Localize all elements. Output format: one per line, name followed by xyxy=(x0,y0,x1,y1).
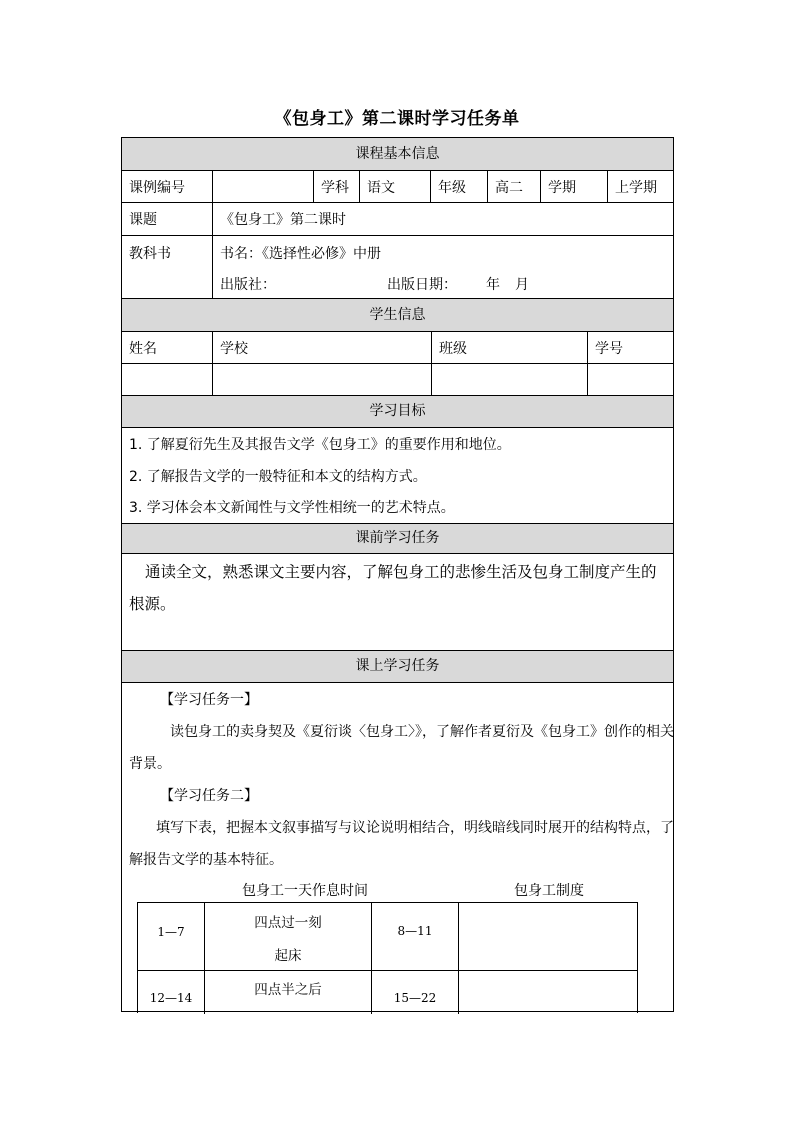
textbook-row xyxy=(122,236,673,299)
task2-text: 解报告文学的基本特征。 xyxy=(129,852,283,868)
topic-row xyxy=(122,203,673,236)
pre-class-header: 课前学习任务 xyxy=(122,524,673,554)
term-value: 上学期 xyxy=(615,179,657,196)
student-labels-row xyxy=(122,332,673,364)
publisher-label: 出版社： xyxy=(220,277,276,293)
objective-item: 2. 了解报告文学的一般特征和本文的结构方式。 xyxy=(129,469,427,485)
task2-title: 【学习任务二】 xyxy=(160,788,258,804)
table-row xyxy=(138,970,637,1014)
student-id-label: 学号 xyxy=(595,340,623,357)
time-text: 起床 xyxy=(274,948,302,964)
time-cell xyxy=(205,970,372,1014)
case-no-field[interactable] xyxy=(213,171,314,202)
objectives-header: 学习目标 xyxy=(122,396,673,428)
course-info-row xyxy=(122,171,673,203)
school-field[interactable] xyxy=(213,364,432,395)
school-label: 学校 xyxy=(213,332,432,363)
name-label: 姓名 xyxy=(122,332,213,363)
system-answer-cell[interactable] xyxy=(459,970,637,1014)
time-text: 四点半之后 xyxy=(254,982,322,998)
student-values-row xyxy=(122,364,673,396)
task1-text: 读包身工的卖身契及《夏衍谈〈包身工〉》，了解作者夏衍及《包身工》创作的相关 xyxy=(170,724,674,740)
paragraph-range: 12—14 xyxy=(138,970,205,1014)
task1-title: 【学习任务一】 xyxy=(160,692,258,708)
objective-item: 1. 了解夏衍先生及其报告文学《包身工》的重要作用和地位。 xyxy=(129,437,511,453)
subject-value: 语文 xyxy=(360,171,431,202)
objectives-body xyxy=(122,428,673,524)
year-label: 年 xyxy=(486,277,500,293)
objective-item: 3. 学习体会本文新闻性与文学性相统一的艺术特点。 xyxy=(129,500,455,516)
class-label: 班级 xyxy=(432,332,588,363)
student-info-header: 学生信息 xyxy=(122,299,673,332)
class-field[interactable] xyxy=(432,364,588,395)
topic-value: 《包身工》第二课时 xyxy=(220,212,346,228)
schedule-table xyxy=(137,902,638,1013)
student-id-field[interactable] xyxy=(588,364,673,395)
pre-class-text: 通读全文，熟悉课文主要内容，了解包身工的悲惨生活及包身工制度产生的 xyxy=(145,563,657,581)
term-label: 学期 xyxy=(541,171,608,202)
task1-text: 背景。 xyxy=(129,756,171,772)
task-sheet-table xyxy=(121,137,674,1012)
table-row xyxy=(138,903,637,971)
month-label: 月 xyxy=(515,277,529,293)
pre-class-text: 根源。 xyxy=(129,595,176,613)
paragraph-range: 8—11 xyxy=(372,903,459,970)
paragraph-range: 15—22 xyxy=(372,970,459,1014)
grade-value: 高二 xyxy=(488,171,541,202)
textbook-label: 教科书 xyxy=(122,236,213,298)
page-title: 《包身工》第二课时学习任务单 xyxy=(274,109,520,129)
pre-class-body xyxy=(122,554,673,651)
system-answer-cell[interactable] xyxy=(459,903,637,970)
task2-text: 填写下表，把握本文叙事描写与议论说明相结合，明线暗线同时展开的结构特点，了 xyxy=(156,820,674,836)
time-cell xyxy=(205,903,372,970)
name-field[interactable] xyxy=(122,364,213,395)
paragraph-range: 1—7 xyxy=(138,903,205,970)
time-text: 四点过一刻 xyxy=(254,915,322,931)
publish-date-label: 出版日期： xyxy=(387,277,457,293)
grade-label: 年级 xyxy=(431,171,488,202)
system-column-header: 包身工制度 xyxy=(514,883,584,899)
in-class-header: 课上学习任务 xyxy=(122,651,673,683)
schedule-column-header: 包身工一天作息时间 xyxy=(242,883,368,899)
case-no-label: 课例编号 xyxy=(122,171,213,202)
topic-label: 课题 xyxy=(122,203,213,235)
subject-label: 学科 xyxy=(314,171,360,202)
course-info-header: 课程基本信息 xyxy=(122,138,673,171)
book-name: 书名：《选择性必修》中册 xyxy=(220,246,381,262)
